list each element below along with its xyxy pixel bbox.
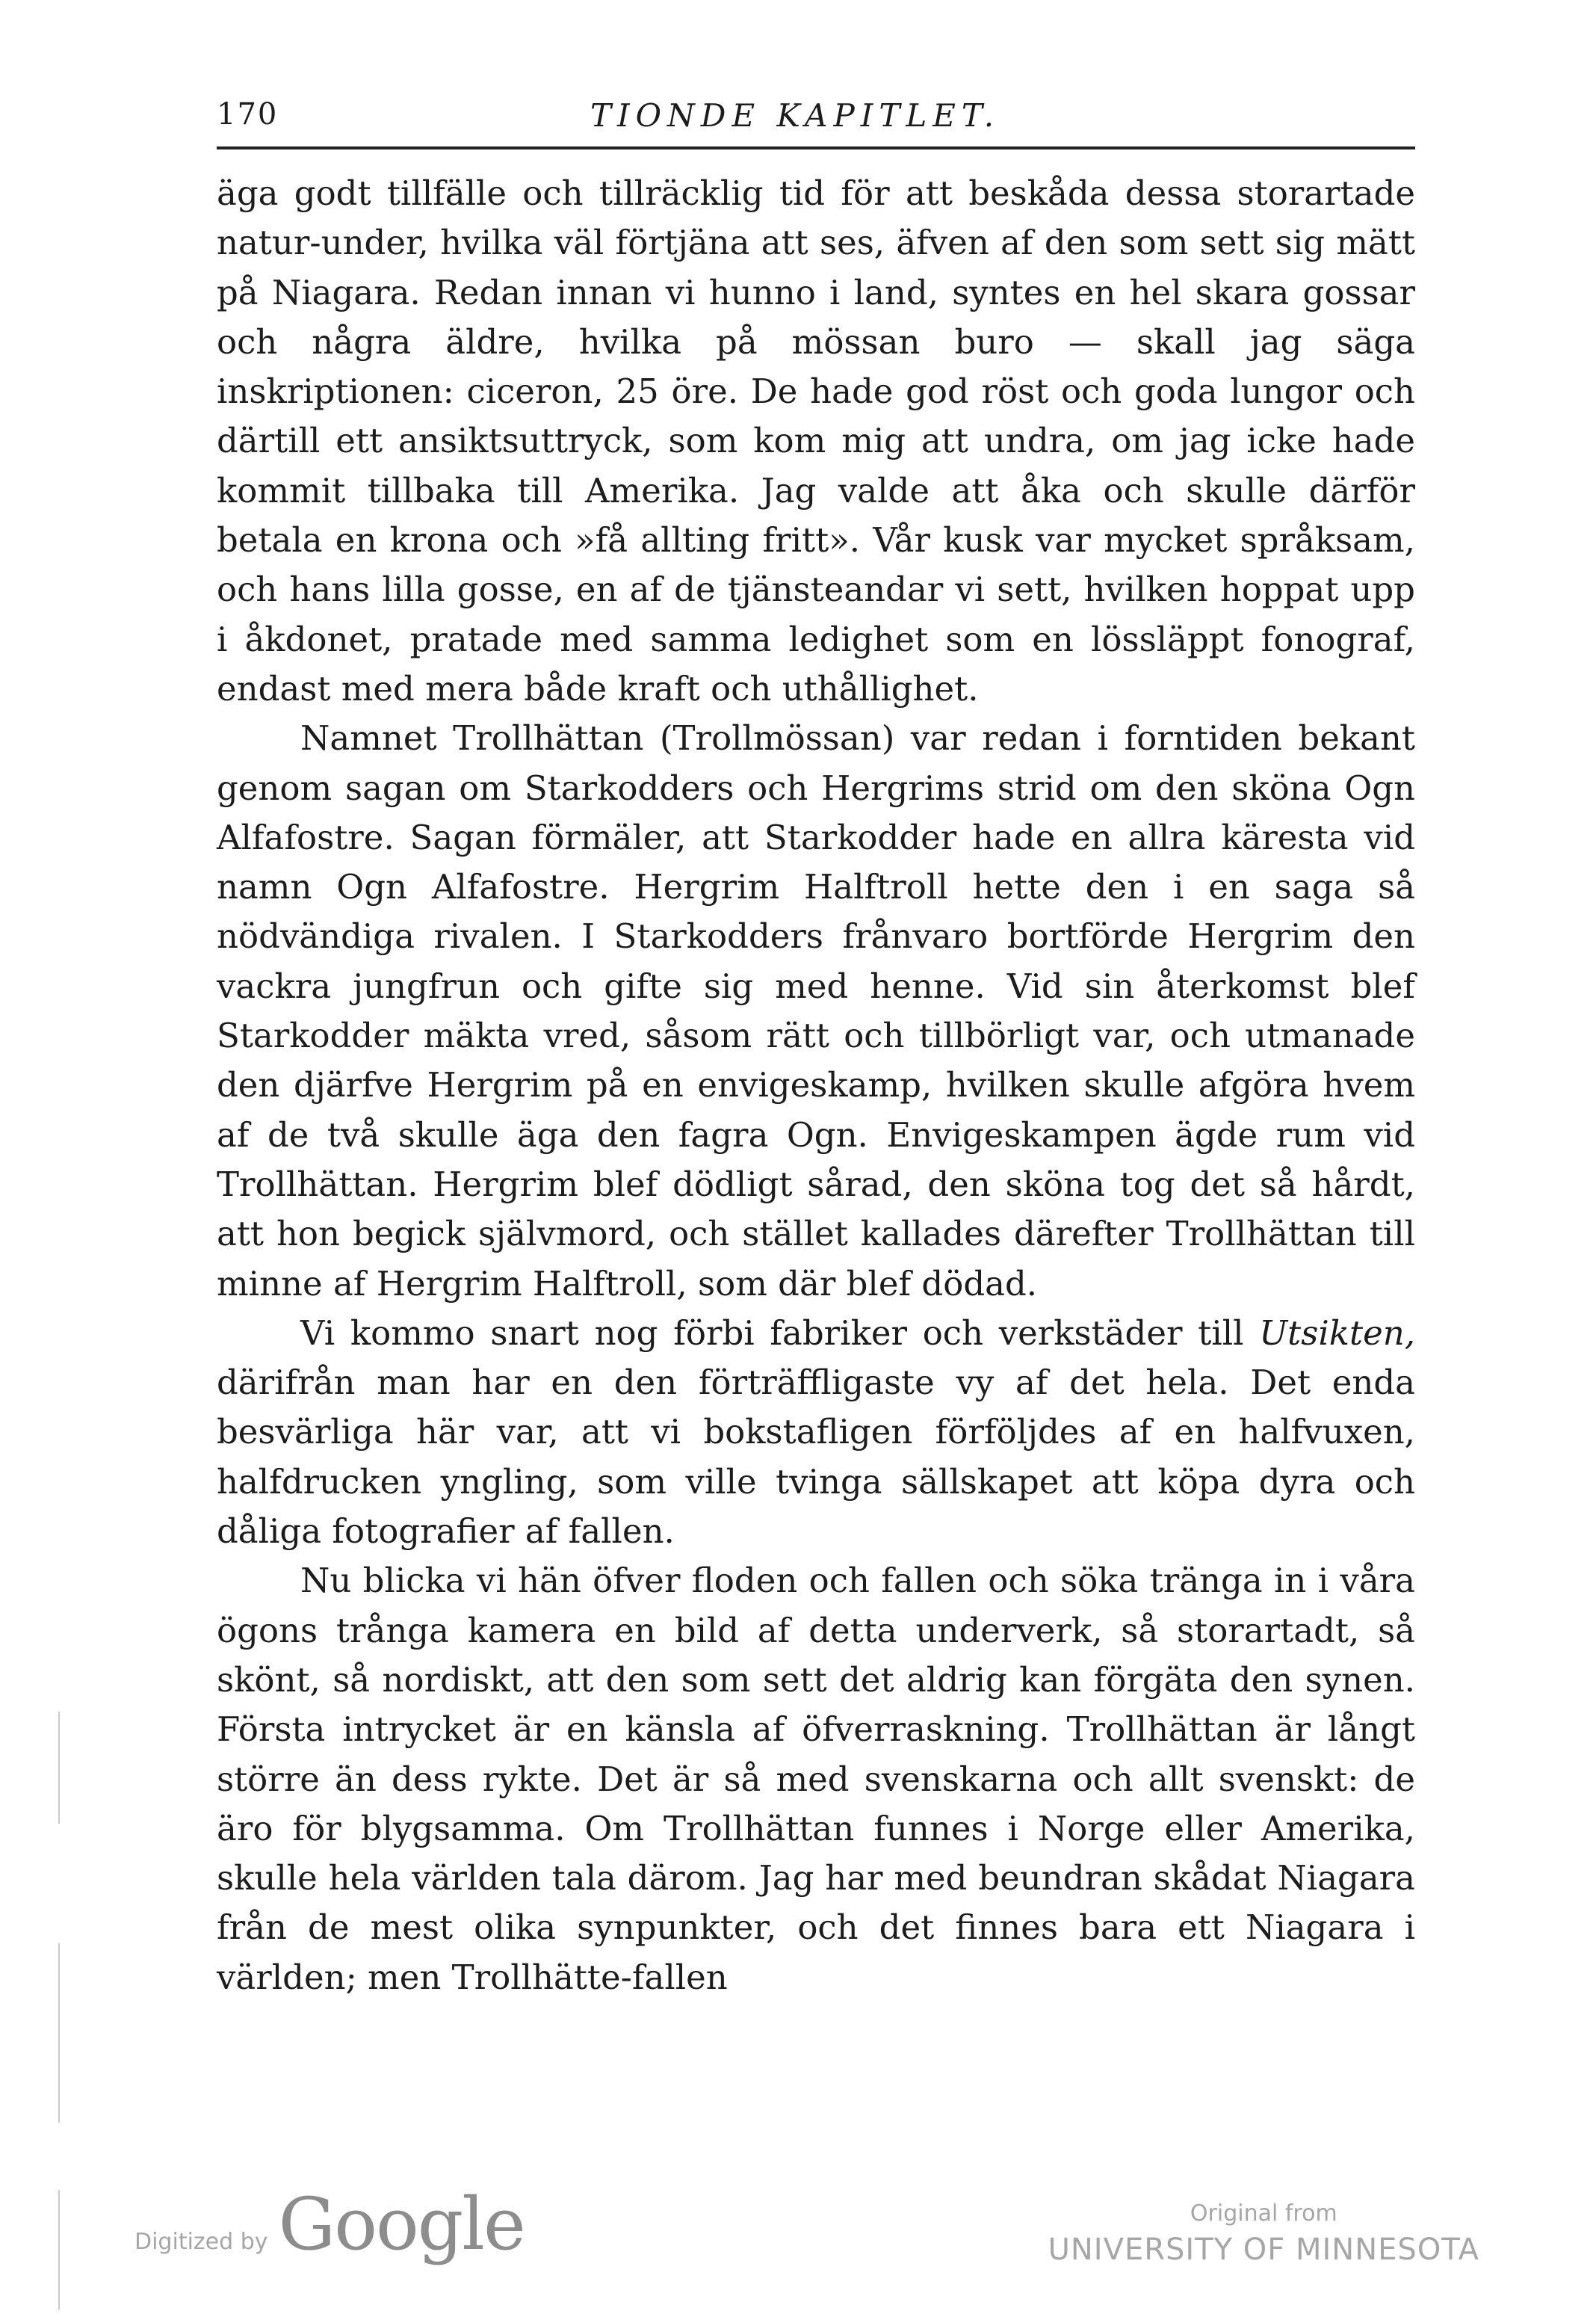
paragraph-1: äga godt tillfälle och tillräcklig tid för att beskåda dessa storartade natur-under, hvilka väl förtjäna att ses, äfven af den som sett sig mätt på Niagara. Redan innan vi hunno i land, syntes en hel skara gossar och några äldre, hvilka på mössan buro — skall jag säga inskriptionen: ciceron, 25 öre. De hade god röst och goda lungor och därtill ett ansiktsuttryck, som kom mig att undra, om jag icke hade kommit tillbaka till Amerika. Jag valde att åka och skulle därför betala en krona och »få allting fritt». Vår kusk var mycket språksam, och hans lilla gosse, en af de tjänsteandar vi sett, hvilken hoppat upp i åkdonet, pratade med samma ledighet som en lössläppt fonograf, endast med mera både kraft och uthållighet. [217, 173, 1415, 709]
paragraph-3-text-after: därifrån man har en den förträffligaste vy af det hela. Det enda besvärliga här var, att vi bokstafligen förföljdes af en halfvuxen, halfdrucken yngling, som ville tvinga sällskapet att köpa dyra och dåliga fotografier af fallen. [217, 1363, 1415, 1552]
body-text [217, 169, 1415, 2002]
paragraph-4: Nu blicka vi hän öfver floden och fallen och söka tränga in i våra ögons trånga kamera en bild af detta underverk, så storartadt, så skönt, så nordiskt, att den som sett det aldrig kan förgäta den synen. Första intrycket är en känsla af öfverraskning. Trollhättan är långt större än dess rykte. Det är så med svenskarna och allt svenskt: de äro för blygsamma. Om Trollhättan funnes i Norge eller Amerika, skulle hela världen tala därom. Jag har med beundran skådat Niagara från de mest olika synpunkter, och det finnes bara ett Niagara i världen; men Trollhätte-fallen [217, 1561, 1415, 1997]
paragraph-3-emphasis: Utsikten, [1259, 1312, 1415, 1353]
scan-margin-mark [58, 2190, 60, 2310]
digitized-by-watermark [134, 2182, 525, 2266]
page-number: 170 [217, 97, 279, 132]
header-rule [217, 146, 1415, 149]
original-from-label: Original from [1190, 2200, 1337, 2227]
running-title: TIONDE KAPITLET. [590, 97, 1000, 134]
original-from-watermark [1048, 2200, 1479, 2267]
paragraph-3-text-before: Vi kommo snart nog förbi fabriker och verkstäder till [300, 1312, 1260, 1353]
google-logo: Google [278, 2182, 525, 2266]
university-label: UNIVERSITY OF MINNESOTA [1048, 2233, 1479, 2267]
scan-margin-mark [58, 1712, 60, 1824]
paragraph-3 [217, 1309, 1415, 1556]
scan-margin-mark [58, 1943, 60, 2123]
paragraph-2: Namnet Trollhättan (Trollmössan) var redan i forntiden bekant genom sagan om Starkodders och Hergrims strid om den sköna Ogn Alfafostre. Sagan förmäler, att Starkodder hade en allra käresta vid namn Ogn Alfafostre. Hergrim Halftroll hette den i en saga så nödvändiga rivalen. I Starkodders frånvaro bortförde Hergrim den vackra jungfrun och gifte sig med henne. Vid sin återkomst blef Starkodder mäkta vred, såsom rätt och tillbörligt var, och utmanade den djärfve Hergrim på en envigeskamp, hvilken skulle afgöra hvem af de två skulle äga den fagra Ogn. Envigeskampen ägde rum vid Trollhättan. Hergrim blef dödligt sårad, den sköna tog det så hårdt, att hon begick självmord, och stället kallades därefter Trollhättan till minne af Hergrim Halftroll, som där blef dödad. [217, 718, 1415, 1304]
digitized-label: Digitized by [134, 2229, 268, 2255]
